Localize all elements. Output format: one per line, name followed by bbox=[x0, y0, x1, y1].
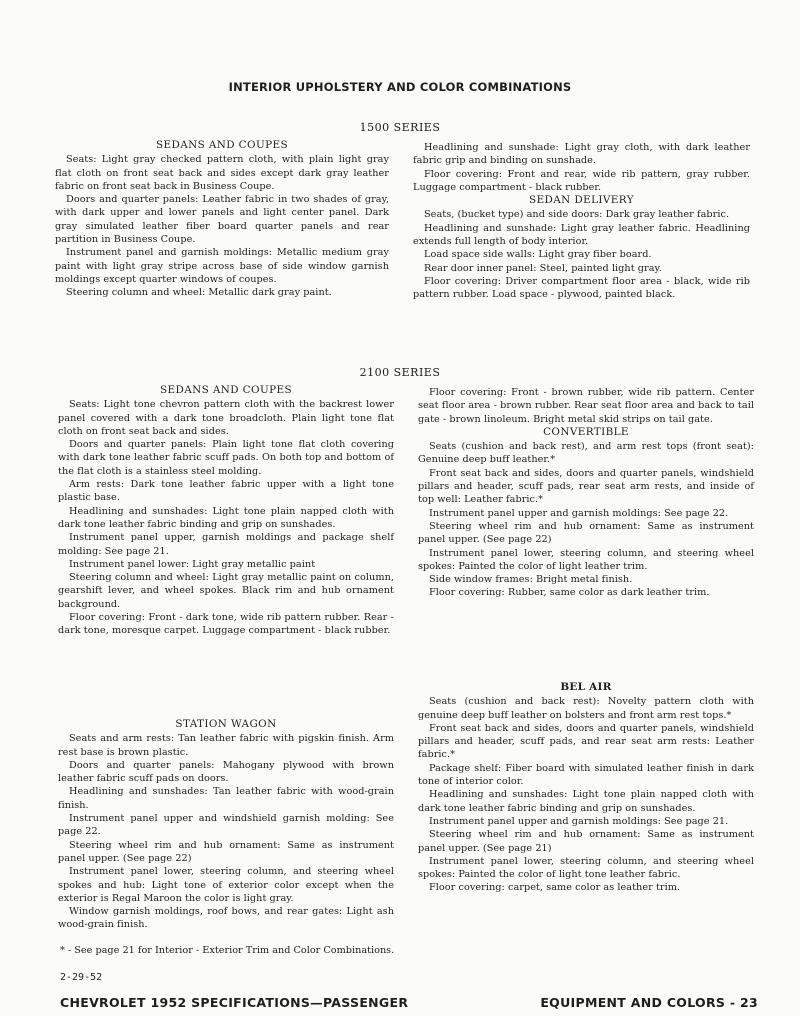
paragraph: Seats (cushion and back rest), and arm rest tops (front seat): Genuine deep buff leather.* bbox=[418, 441, 754, 466]
paragraph: Instrument panel and garnish moldings: Metallic medium gray paint with light gray stripe across base of side window garnish moldings except quarter windows of coupes. bbox=[55, 247, 389, 285]
series-2100-title: 2100 SERIES bbox=[359, 366, 441, 379]
paragraph: Headlining and sunshades: Tan leather fabric with wood-grain finish. bbox=[58, 786, 394, 811]
paragraph: Steering wheel rim and hub ornament: Same as instrument panel upper. (See page 21) bbox=[418, 829, 754, 854]
footer-left: CHEVROLET 1952 SPECIFICATIONS—PASSENGER bbox=[60, 995, 409, 1010]
paragraph: Rear door inner panel: Steel, painted light gray. bbox=[424, 262, 662, 274]
paragraph: Instrument panel lower, steering column, and steering wheel spokes: Painted the color of light leather trim. bbox=[418, 547, 754, 572]
section-heading-sedans-coupes-2100: SEDANS AND COUPES bbox=[160, 384, 292, 396]
paragraph: Headlining and sunshades: Light tone plain napped cloth with dark tone leather fabric binding and grip on sunshades. bbox=[418, 789, 754, 814]
paragraph: Steering column and wheel: Light gray metallic paint on column, gearshift lever, and wheel spokes. Black rim and hub ornament background. bbox=[58, 572, 394, 610]
paragraph: Arm rests: Dark tone leather fabric upper with a light tone plastic base. bbox=[58, 479, 394, 504]
paragraph: Doors and quarter panels: Leather fabric in two shades of gray, with dark upper and lower panels and light center panel. Dark gray simulated leather fiber board quarter panels and rear partition in Business Coupe. bbox=[55, 194, 389, 246]
paragraph: Steering wheel rim and hub ornament: Same as instrument panel upper. (See page 22) bbox=[418, 520, 754, 546]
paragraph: Headlining and sunshade: Light gray leather fabric. Headlining extends full length of body interior. bbox=[413, 222, 750, 248]
paragraph: Floor covering: carpet, same color as leather trim. bbox=[429, 882, 681, 894]
footnote: * - See page 21 for Interior - Exterior Trim and Color Combinations. bbox=[60, 945, 395, 956]
series-2100-right-column bbox=[418, 386, 754, 600]
paragraph: Headlining and sunshade: Light gray cloth, with dark leather fabric grip and binding on sunshade. bbox=[413, 142, 750, 167]
paragraph: Seats and arm rests: Tan leather fabric with pigskin finish. Arm rest base is brown plastic. bbox=[58, 733, 394, 758]
station-wagon-section bbox=[58, 718, 394, 932]
paragraph: Instrument panel lower, steering column, and steering wheel spokes: Painted the color of light tone leather fabric. bbox=[418, 855, 754, 881]
paragraph: Load space side walls: Light gray fiber board. bbox=[424, 249, 652, 261]
paragraph: Instrument panel lower, steering column, and steering wheel spokes and hub: Light tone of exterior color except when the exterior is Regal Maroon the color is light gray. bbox=[58, 866, 394, 904]
section-heading-station-wagon: STATION WAGON bbox=[175, 718, 277, 730]
paragraph: Floor covering: Rubber, same color as dark leather trim. bbox=[429, 587, 710, 599]
footer-right-page-number: EQUIPMENT AND COLORS - 23 bbox=[540, 995, 758, 1010]
paragraph: Doors and quarter panels: Plain light tone flat cloth covering with dark tone leather fabric scuff pads. On both top and bottom of the flat cloth is a stainless steel molding. bbox=[58, 439, 394, 477]
paragraph: Seats (cushion and back rest): Novelty pattern cloth with genuine deep buff leather on bolsters and front arm rest tops.* bbox=[418, 696, 754, 721]
paragraph: Floor covering: Front - brown rubber, wide rib pattern. Center seat floor area - brown rubber. Rear seat floor area and back to tail gate - brown linoleum. Bright metal skid strips on tail gate. bbox=[418, 387, 754, 425]
paragraph: Instrument panel upper and garnish moldings: See page 22. bbox=[429, 507, 729, 519]
section-heading-sedans-coupes-1500: SEDANS AND COUPES bbox=[156, 139, 288, 151]
paragraph: Doors and quarter panels: Mahogany plywood with brown leather fabric scuff pads on doors. bbox=[58, 759, 394, 785]
paragraph: Seats, (bucket type) and side doors: Dark gray leather fabric. bbox=[424, 209, 730, 221]
paragraph: Headlining and sunshades: Light tone plain napped cloth with dark tone leather fabric binding and grip on sunshades. bbox=[58, 505, 394, 530]
paragraph: Floor covering: Front and rear, wide rib pattern, gray rubber. Luggage compartment - black rubber. bbox=[413, 168, 750, 193]
paragraph: Steering column and wheel: Metallic dark gray paint. bbox=[66, 287, 332, 299]
page-title: INTERIOR UPHOLSTERY AND COLOR COMBINATIONS bbox=[228, 80, 572, 94]
paragraph: Floor covering: Driver compartment floor area - black, wide rib pattern rubber. Load space - plywood, painted black. bbox=[413, 275, 750, 301]
paragraph: Package shelf: Fiber board with simulated leather finish in dark tone of interior color. bbox=[418, 762, 754, 788]
series-1500-title: 1500 SERIES bbox=[359, 121, 441, 134]
paragraph: Floor covering: Front - dark tone, wide rib pattern rubber. Rear - dark tone, moresque carpet. Luggage compartment - black rubber. bbox=[58, 612, 394, 637]
paragraph: Instrument panel upper and windshield garnish molding: See page 22. bbox=[58, 813, 394, 838]
paragraph: Seats: Light gray checked pattern cloth, with plain light gray flat cloth on front seat back and sides except dark gray leather fabric on front seat back in Business Coupe. bbox=[55, 154, 389, 192]
paragraph: Front seat back and sides, doors and quarter panels, windshield pillars and header, scuff pads, and rear seat arm rests: Leather fabric.* bbox=[418, 722, 754, 761]
section-heading-sedan-delivery: SEDAN DELIVERY bbox=[529, 194, 634, 207]
print-date: 2-29-52 bbox=[60, 972, 103, 983]
paragraph: Seats: Light tone chevron pattern cloth with the backrest lower panel covered with a dark tone broadcloth. Plain light tone flat cloth on front seat back and sides. bbox=[58, 399, 394, 437]
paragraph: Window garnish moldings, roof bows, and rear gates: Light ash wood-grain finish. bbox=[58, 906, 394, 931]
paragraph: Instrument panel lower: Light gray metallic paint bbox=[69, 558, 316, 570]
paragraph: Instrument panel upper, garnish moldings and package shelf molding: See page 21. bbox=[58, 532, 394, 557]
series-2100-left-column bbox=[58, 384, 394, 638]
section-heading-bel-air: BEL AIR bbox=[560, 681, 612, 693]
paragraph: Front seat back and sides, doors and quarter panels, windshield pillars and header, scuff pads, rear seat arm rests, and inside of top well: Leather fabric.* bbox=[418, 467, 754, 506]
paragraph: Instrument panel upper and garnish moldings: See page 21. bbox=[429, 815, 729, 827]
series-1500-right-column bbox=[413, 141, 750, 302]
paragraph: Steering wheel rim and hub ornament: Same as instrument panel upper. (See page 22) bbox=[58, 839, 394, 864]
series-1500-left-column bbox=[55, 139, 389, 300]
section-heading-convertible: CONVERTIBLE bbox=[543, 425, 629, 438]
bel-air-section bbox=[418, 681, 754, 895]
paragraph: Side window frames: Bright metal finish. bbox=[429, 574, 633, 586]
